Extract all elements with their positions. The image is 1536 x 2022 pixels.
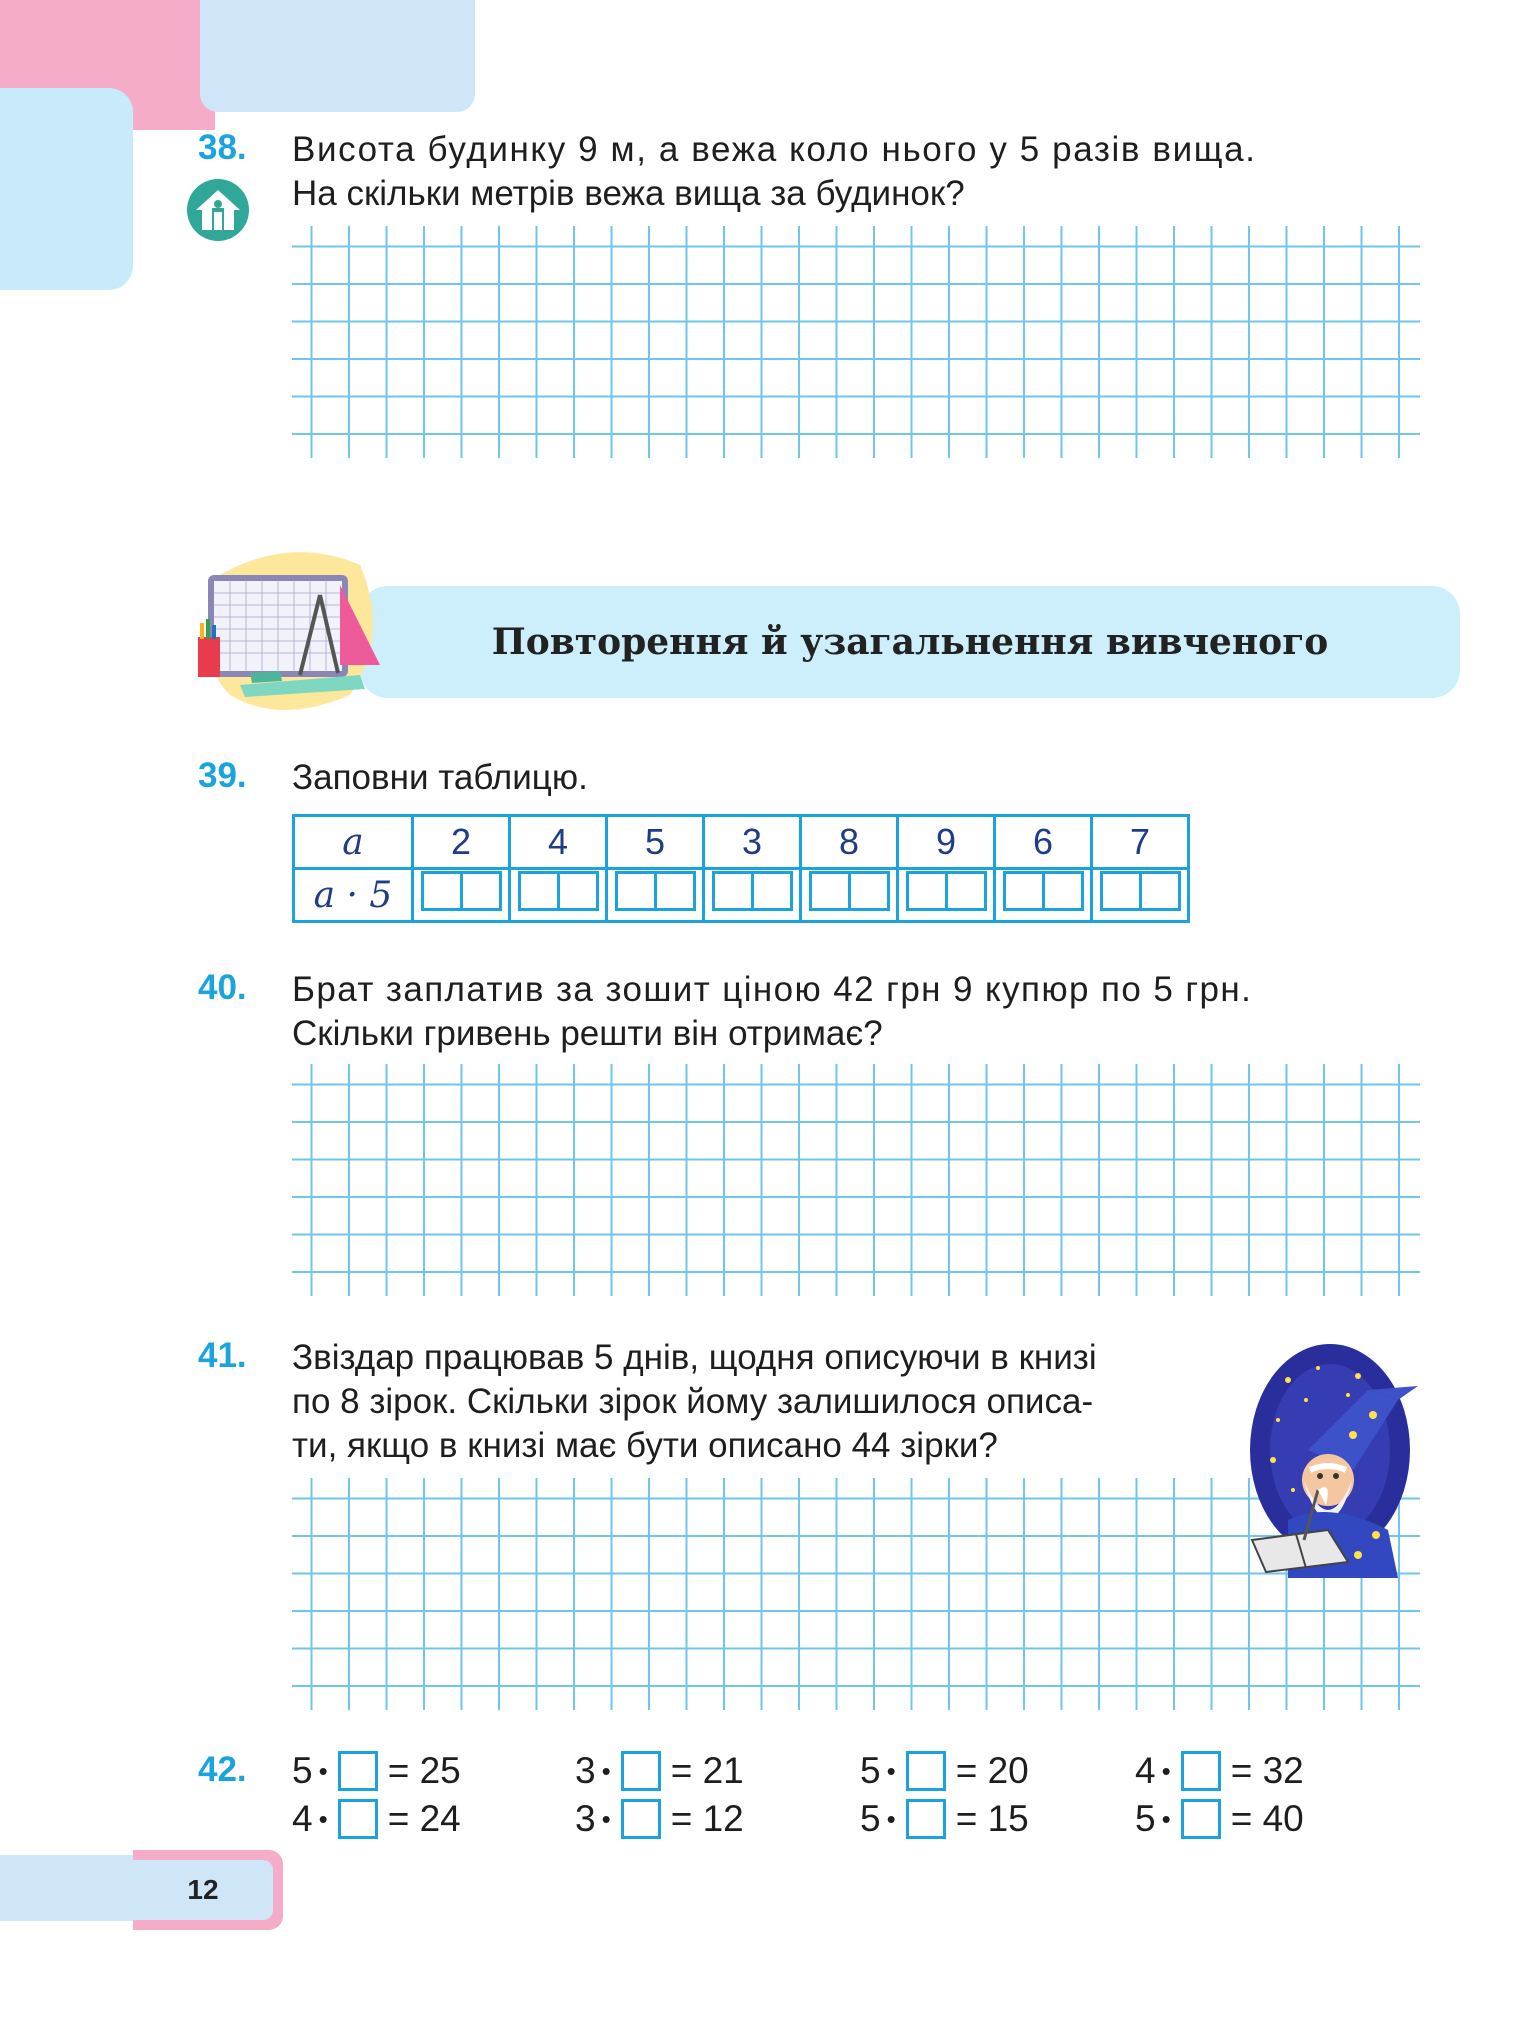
task-41-number: 41. — [198, 1336, 247, 1375]
task-39-number: 39. — [198, 756, 247, 795]
answer-box[interactable] — [621, 1751, 661, 1791]
table-value: 6 — [995, 816, 1092, 869]
answer-grid-40[interactable] — [292, 1064, 1420, 1296]
task-41-line-1: Звіздар працював 5 днів, щодня описуючи в книзі — [292, 1338, 1097, 1377]
multiply-dot: • — [1161, 1803, 1171, 1834]
equation-result: = 25 — [387, 1750, 461, 1791]
answer-box[interactable] — [338, 1799, 378, 1839]
task-38-text — [292, 128, 1412, 216]
equation-factor: 4 — [292, 1798, 313, 1839]
answer-cell[interactable] — [510, 869, 607, 922]
corner-decoration-blue — [200, 0, 475, 112]
answer-grid-38[interactable] — [292, 226, 1420, 458]
task-41-line-2: по 8 зірок. Скільки зірок йому залишилося описа- — [292, 1382, 1094, 1421]
task-40-line-1: Брат заплатив за зошит ціною 42 грн 9 купюр по 5 грн. — [292, 970, 1253, 1009]
equation — [860, 1750, 1029, 1792]
equation-factor: 5 — [1135, 1798, 1156, 1839]
equation-result: = 20 — [955, 1750, 1029, 1791]
answer-box[interactable] — [621, 1799, 661, 1839]
answer-cell[interactable] — [1092, 869, 1189, 922]
answer-cell[interactable] — [413, 869, 510, 922]
task-38-line-1 — [292, 128, 1412, 172]
task-40-line-2: Скільки гривень решти він отримає? — [292, 1014, 883, 1053]
table-value: 5 — [607, 816, 704, 869]
table-value: 4 — [510, 816, 607, 869]
equation — [575, 1798, 744, 1840]
multiply-dot: • — [318, 1755, 328, 1786]
answer-box[interactable] — [1181, 1751, 1221, 1791]
equation-result: = 24 — [387, 1798, 461, 1839]
equation-factor: 5 — [292, 1750, 313, 1791]
table-value: 9 — [898, 816, 995, 869]
answer-cell[interactable] — [704, 869, 801, 922]
answer-cell[interactable] — [607, 869, 704, 922]
multiply-dot: • — [318, 1803, 328, 1834]
school-supplies-illustration — [190, 545, 390, 720]
equation — [1135, 1750, 1304, 1792]
task-42-number: 42. — [198, 1750, 247, 1789]
multiply-dot: • — [886, 1803, 896, 1834]
task-38-number: 38. — [198, 128, 247, 167]
answer-box[interactable] — [1181, 1799, 1221, 1839]
task-41-line-3: ти, якщо в книзі має бути описано 44 зірки? — [292, 1426, 998, 1465]
table-value: 3 — [704, 816, 801, 869]
equation — [575, 1750, 744, 1792]
equation-factor: 3 — [575, 1750, 596, 1791]
equation-factor: 5 — [860, 1750, 881, 1791]
task-38-line-1-text: Висота будинку 9 м, а вежа коло нього у 5 разів вища. — [292, 130, 1257, 169]
table-value: 7 — [1092, 816, 1189, 869]
task-40-number: 40. — [198, 968, 247, 1007]
multiply-dot: • — [601, 1755, 611, 1786]
equation-result: = 40 — [1230, 1798, 1304, 1839]
multiply-dot: • — [886, 1755, 896, 1786]
equation-result: = 12 — [670, 1798, 744, 1839]
equation-result: = 32 — [1230, 1750, 1304, 1791]
equation-result: = 21 — [670, 1750, 744, 1791]
equation-factor: 4 — [1135, 1750, 1156, 1791]
side-decoration-blue — [0, 88, 133, 290]
answer-box[interactable] — [338, 1751, 378, 1791]
table-row-a — [294, 816, 1189, 869]
table-value: 8 — [801, 816, 898, 869]
table-header-a-times-5: a · 5 — [294, 869, 413, 922]
table-header-a: a — [294, 816, 413, 869]
equation-factor: 3 — [575, 1798, 596, 1839]
equation — [292, 1750, 461, 1792]
page-number: 12 — [187, 1874, 219, 1905]
task-41-text — [292, 1336, 1232, 1468]
equation — [860, 1798, 1029, 1840]
task-39-text: Заповни таблицю. — [292, 758, 588, 797]
multiply-dot: • — [1161, 1755, 1171, 1786]
task-38-line-2: На скільки метрів вежа вища за будинок? — [292, 174, 965, 213]
answer-box[interactable] — [906, 1799, 946, 1839]
table-row-a-times-5 — [294, 869, 1189, 922]
table-value: 2 — [413, 816, 510, 869]
answer-cell[interactable] — [898, 869, 995, 922]
answer-cell[interactable] — [995, 869, 1092, 922]
answer-cell[interactable] — [801, 869, 898, 922]
equation-result: = 15 — [955, 1798, 1029, 1839]
stargazer-wizard-illustration — [1248, 1340, 1423, 1585]
equation — [292, 1798, 461, 1840]
equation — [1135, 1798, 1304, 1840]
multiply-dot: • — [601, 1803, 611, 1834]
home-icon — [186, 178, 250, 247]
answer-box[interactable] — [906, 1751, 946, 1791]
fill-table — [292, 814, 1190, 923]
task-40-text — [292, 968, 1412, 1056]
section-title: Повторення й узагальнення вивченого — [491, 621, 1329, 663]
equation-factor: 5 — [860, 1798, 881, 1839]
